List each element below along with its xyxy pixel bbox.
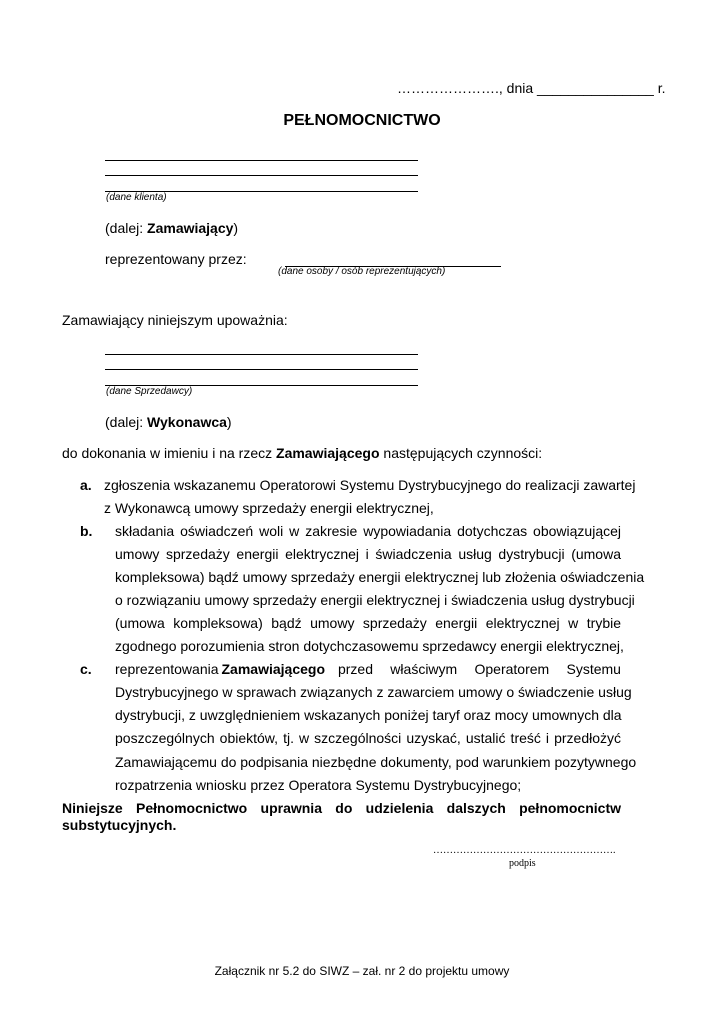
client-alias-suffix: ) [233,220,239,236]
closing-line-2: substytucyjnych. [62,817,177,833]
client-data-caption: (dane klienta) [106,192,167,203]
item-b-line-4: o rozwiązaniu umowy sprzedaży energii elektrycznej i świadczenia usług dystrybucji [115,592,635,608]
footer-text: Załącznik nr 5.2 do SIWZ – zał. nr 2 do projektu umowy [214,964,510,978]
client-alias-name: Zamawiający [147,220,234,236]
item-b-line-3: kompleksowa) bądź umowy sprzedaży energii elektrycznej lub złożenia oświadczenia [115,569,645,585]
item-b-line-6: zgodnego porozumienia stron dotychczasowemu sprzedawcy energii elektrycznej, [115,638,624,654]
seller-data-caption: (dane Sprzedawcy) [106,386,193,397]
client-data-line-2 [105,175,418,176]
intro-prefix: do dokonania w imieniu i na rzecz [62,445,277,461]
item-b-line-1: składania oświadczeń woli w zakresie wypowiadania dotychczas obowiązującej [115,523,621,539]
seller-data-line-2 [105,369,418,370]
seller-alias-suffix: ) [226,414,232,430]
item-a-line-2: z Wykonawcą umowy sprzedaży energii elektrycznej, [104,500,434,516]
client-alias [105,220,238,236]
represented-by-label: reprezentowany przez: [105,251,247,267]
item-c-line-1-prefix: reprezentowania [115,661,219,677]
seller-alias-name: Wykonawca [147,414,227,430]
intro-suffix: następujących czynności: [379,445,543,461]
item-a-label: a. [80,477,92,493]
place-date-line: …………………., dnia _______________ r. [397,80,666,96]
client-alias-prefix: (dalej: [105,220,148,236]
intro-text [62,445,542,461]
intro-bold: Zamawiającego [276,445,380,461]
item-c-line-1-bold: Zamawiającego [221,661,325,677]
item-c-line-5: Zamawiającemu do podpisania niezbędne dokumenty, pod warunkiem pozytywnego [115,754,637,770]
item-c-line-2: Dystrybucyjnego w sprawach związanych z zawarciem umowy o świadczenie usług [115,684,632,700]
closing-line-1: Niniejsze Pełnomocnictwo uprawnia do udzielenia dalszych pełnomocnictw [62,800,621,816]
item-a-line-1: zgłoszenia wskazanemu Operatorowi Systemu Dystrybucyjnego do realizacji zawartej [104,477,636,493]
item-c-line-6: rozpatrzenia wniosku przez Operatora Systemu Dystrybucyjnego; [115,777,522,793]
signature-label: podpis [509,858,536,869]
client-data-line-1 [105,160,418,161]
item-b-line-2: umowy sprzedaży energii elektrycznej i świadczenia usług dystrybucji (umowa [115,546,621,562]
seller-alias-prefix: (dalej: [105,414,148,430]
item-b-line-5: (umowa kompleksowa) bądź umowy sprzedaży energii elektrycznej w trybie [115,615,621,631]
item-c-line-4: poszczególnych obiektów, tj. w szczególności uzyskać, ustalić treść i przedłożyć [115,730,621,746]
item-c-line-1-suffix: przed właściwym Operatorem Systemu [337,661,621,677]
authorizes-text: Zamawiający niniejszym upoważnia: [62,312,288,328]
item-b-label: b. [80,523,93,539]
page-title: PEŁNOMOCNICTWO [283,112,441,129]
represented-by-caption: (dane osoby / osób reprezentujących) [278,266,446,277]
item-c-line-3: dystrybucji, z uwzględnieniem wskazanych poniżej taryf oraz mocy umownych dla [115,707,622,723]
item-c-line-1 [115,661,621,677]
seller-data-line-1 [105,354,418,355]
seller-alias [105,414,232,430]
item-c-label: c. [80,661,92,677]
signature-dots: ………………………………………………. [433,845,616,856]
